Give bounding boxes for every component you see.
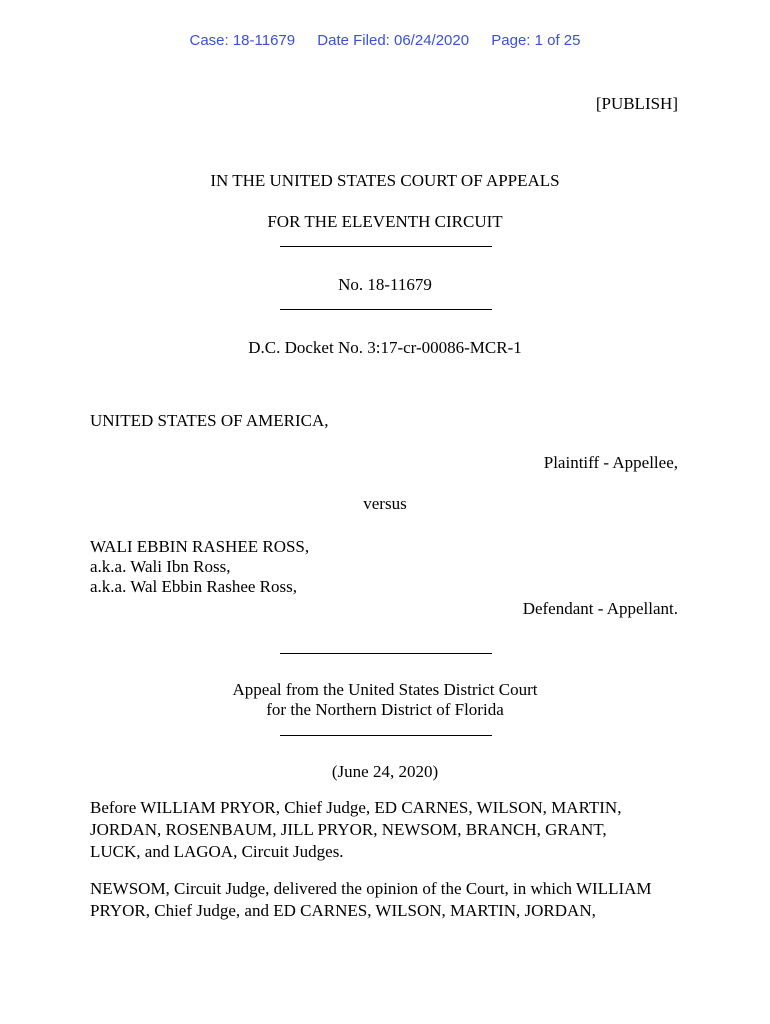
case-number-stamp: Case: 18-11679: [189, 32, 296, 49]
defendant-aka-1: a.k.a. Wali Ibn Ross,: [90, 557, 231, 576]
filing-header: [0, 32, 770, 49]
page-count-stamp: Page: 1 of 25: [491, 32, 581, 49]
court-name-line2: FOR THE ELEVENTH CIRCUIT: [267, 212, 503, 231]
panel-line-3: LUCK, and LAGOA, Circuit Judges.: [90, 842, 344, 861]
publish-tag: [PUBLISH]: [595, 94, 678, 113]
plaintiff-name: UNITED STATES OF AMERICA,: [90, 411, 329, 430]
divider-rule: [280, 735, 492, 736]
versus-label: versus: [363, 494, 407, 513]
docket-number: D.C. Docket No. 3:17-cr-00086-MCR-1: [248, 338, 522, 357]
divider-rule: [280, 653, 492, 654]
date-filed-stamp: Date Filed: 06/24/2020: [317, 32, 470, 49]
defendant-aka-2: a.k.a. Wal Ebbin Rashee Ross,: [90, 577, 298, 596]
divider-rule: [280, 309, 492, 310]
plaintiff-role: Plaintiff - Appellee,: [543, 453, 678, 472]
panel-line-1: Before WILLIAM PRYOR, Chief Judge, ED CARNES, WILSON, MARTIN,: [90, 798, 622, 817]
appeal-from-line2: for the Northern District of Florida: [266, 700, 504, 719]
divider-rule: [280, 246, 492, 247]
panel-line-2: JORDAN, ROSENBAUM, JILL PRYOR, NEWSOM, BRANCH, GRANT,: [90, 820, 607, 839]
opinion-line-1: NEWSOM, Circuit Judge, delivered the opinion of the Court, in which WILLIAM: [90, 879, 652, 898]
court-name-line1: IN THE UNITED STATES COURT OF APPEALS: [210, 171, 560, 190]
defendant-name: WALI EBBIN RASHEE ROSS,: [90, 537, 310, 556]
opinion-line-2: PRYOR, Chief Judge, and ED CARNES, WILSON, MARTIN, JORDAN,: [90, 901, 596, 920]
case-number: No. 18-11679: [338, 275, 432, 294]
defendant-role: Defendant - Appellant.: [522, 599, 678, 618]
appeal-from-line1: Appeal from the United States District Court: [232, 680, 538, 699]
decision-date: (June 24, 2020): [331, 762, 439, 781]
